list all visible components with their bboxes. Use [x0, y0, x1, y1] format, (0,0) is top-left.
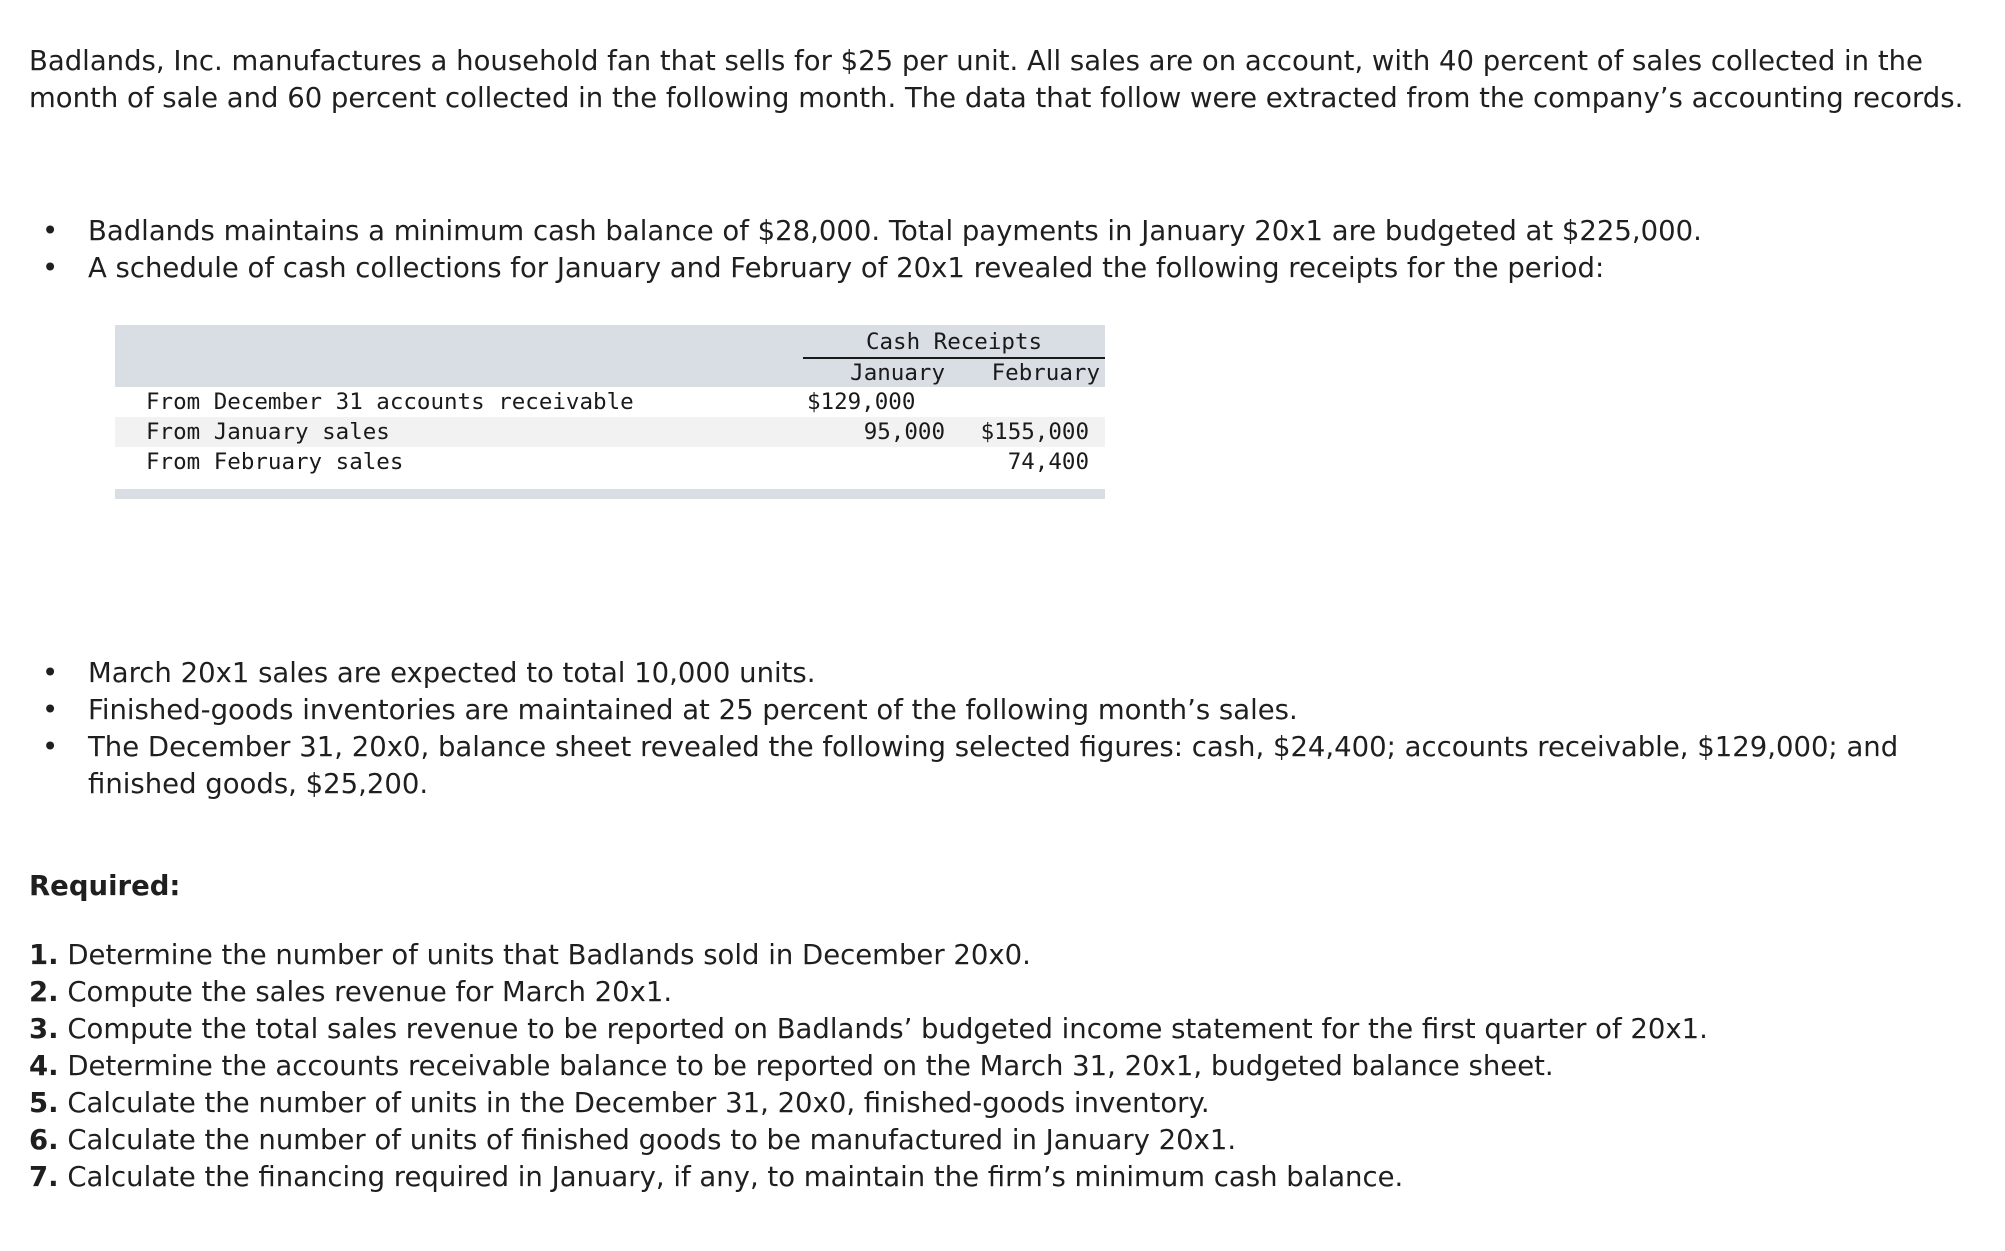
- fact-item: • The December 31, 20x0, balance sheet revealed the following selected figures: cash, $24,400; accounts receivable, $129,000; and finished goods, $25,200.: [29, 729, 1929, 803]
- requirement-text: Calculate the financing required in January, if any, to maintain the firm’s minimum cash balance.: [67, 1161, 1404, 1193]
- cell-february: 74,400: [1007, 449, 1089, 475]
- requirement-text: Calculate the number of units of finished goods to be manufactured in January 20x1.: [67, 1124, 1237, 1156]
- facts-list-2: [29, 655, 1929, 803]
- cash-receipts-table: [115, 325, 1105, 500]
- requirement-number: 3.: [29, 1013, 59, 1045]
- requirements-list: [29, 937, 1929, 1196]
- fact-item: • Badlands maintains a minimum cash balance of $28,000. Total payments in January 20x1 are budgeted at $225,000.: [29, 213, 1929, 250]
- requirement-number: 4.: [29, 1050, 59, 1082]
- requirement-number: 1.: [29, 939, 59, 971]
- column-header-february: February: [991, 360, 1100, 386]
- cell-february: $155,000: [980, 419, 1089, 445]
- required-heading: Required:: [29, 870, 181, 902]
- fact-item: • Finished-goods inventories are maintained at 25 percent of the following month’s sales.: [29, 692, 1929, 729]
- table-header: [115, 325, 1105, 387]
- requirement-number: 2.: [29, 976, 59, 1008]
- facts-list-1: [29, 213, 1929, 287]
- requirement-number: 7.: [29, 1161, 59, 1193]
- intro-paragraph: Badlands, Inc. manufactures a household fan that sells for $25 per unit. All sales are on account, with 40 percent of sales collected in the month of sale and 60 percent collected in the following month. The data that follow were extracted from the company’s accounting records.: [29, 45, 1964, 114]
- requirement-item: [29, 974, 1929, 1011]
- row-label: From January sales: [146, 419, 390, 445]
- requirement-item: [29, 937, 1929, 974]
- column-header-january: January: [850, 360, 945, 386]
- problem-page: [29, 43, 1984, 117]
- row-label: From February sales: [146, 449, 404, 475]
- fact-item: • March 20x1 sales are expected to total 10,000 units.: [29, 655, 1929, 692]
- requirement-text: Determine the accounts receivable balance to be reported on the March 31, 20x1, budgeted balance sheet.: [67, 1050, 1554, 1082]
- table-row: [115, 387, 1105, 417]
- requirement-item: [29, 1011, 1929, 1048]
- row-label: From December 31 accounts receivable: [146, 389, 634, 415]
- requirement-item: [29, 1048, 1929, 1085]
- requirement-item: [29, 1122, 1929, 1159]
- requirement-number: 5.: [29, 1087, 59, 1119]
- fact-item: • A schedule of cash collections for January and February of 20x1 revealed the following receipts for the period:: [29, 250, 1929, 287]
- table-row: [115, 447, 1105, 477]
- requirement-number: 6.: [29, 1124, 59, 1156]
- requirement-item: [29, 1085, 1929, 1122]
- table-group-header: Cash Receipts: [803, 327, 1105, 359]
- table-footer-bar: [115, 489, 1105, 499]
- requirement-text: Calculate the number of units in the December 31, 20x0, finished-goods inventory.: [67, 1087, 1210, 1119]
- cell-january: $129,000: [807, 389, 916, 415]
- requirement-text: Determine the number of units that Badlands sold in December 20x0.: [67, 939, 1031, 971]
- cell-january: 95,000: [863, 419, 945, 445]
- requirement-text: Compute the sales revenue for March 20x1.: [67, 976, 673, 1008]
- requirement-item: [29, 1159, 1929, 1196]
- requirement-text: Compute the total sales revenue to be reported on Badlands’ budgeted income statement for the first quarter of 20x1.: [67, 1013, 1708, 1045]
- table-row: [115, 417, 1105, 447]
